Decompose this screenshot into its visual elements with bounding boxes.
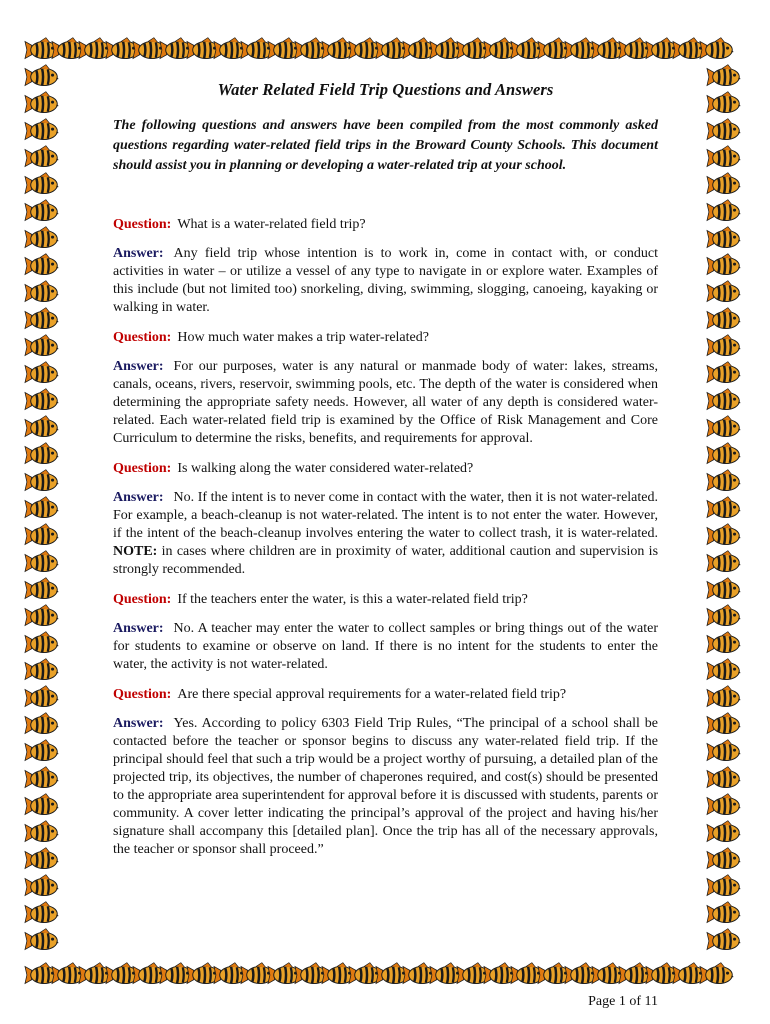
- tropical-fish-icon: [25, 848, 58, 869]
- tropical-fish-icon: [707, 362, 740, 383]
- answer-label: Answer:: [113, 359, 164, 374]
- tropical-fish-icon: [707, 308, 740, 329]
- tropical-fish-icon: [707, 92, 740, 113]
- note-text: in cases where children are in proximity of water, additional caution and supervision is strongly recommended.: [113, 544, 659, 577]
- tropical-fish-icon: [707, 524, 740, 545]
- answer-text: Yes. According to policy 6303 Field Trip Rules, “The principal of a school shall be contacted before the teacher or sponsor begins to discuss any water-related field trip. If the principal should feel that such a trip would be a project worthy of pursuing, a detailed plan of the projected trip, its objectives, the number of chaperones required, and cost(s) should be presented to the appropriate area superintendent for approval before it is discussed with students, parents or community. A cover letter indicating the principal’s approval of the project and having his/her signature shall accompany this [detailed plan]. Once the trip has all of the necessary approvals, the teacher or sponsor shall proceed.”: [113, 716, 658, 857]
- question-text: How much water makes a trip water-related?: [177, 330, 429, 345]
- answer-text: No. If the intent is to never come in contact with the water, then it is not water-related. For example, a beach-cleanup is not water-related. The intent is to not enter the water. However, if the intent of the beach-cleanup involves entering the water to collect trash, it is water-related.: [113, 490, 658, 541]
- tropical-fish-icon: [25, 254, 58, 275]
- tropical-fish-icon: [25, 524, 58, 545]
- tropical-fish-icon: [707, 173, 740, 194]
- tropical-fish-icon: [707, 713, 740, 734]
- tropical-fish-icon: [25, 470, 58, 491]
- document-title: Water Related Field Trip Questions and Answers: [217, 80, 554, 99]
- answer-1: [113, 245, 658, 317]
- tropical-fish-icon: [25, 605, 58, 626]
- tropical-fish-icon: [707, 686, 740, 707]
- answer-text: No. A teacher may enter the water to collect samples or bring things out of the water for students to examine or observe on land. If there is no intent for the students to enter the water, the activity is not water-related.: [113, 621, 658, 672]
- question-5: [113, 686, 658, 704]
- tropical-fish-icon: [707, 119, 740, 140]
- tropical-fish-icon: [707, 416, 740, 437]
- tropical-fish-icon: [25, 929, 58, 950]
- tropical-fish-icon: [25, 551, 58, 572]
- tropical-fish-icon: [707, 65, 740, 86]
- tropical-fish-icon: [25, 308, 58, 329]
- question-label: Question:: [113, 217, 172, 232]
- question-3: [113, 460, 658, 478]
- answer-text: Any field trip whose intention is to work in, come in contact with, or conduct activities in water – or utilize a vessel of any type to navigate in or explore water. Examples of this include (but not limited too) snorkeling, diving, swimming, slogging, canoeing, kayaking or walking in water.: [113, 246, 658, 315]
- question-2: [113, 329, 658, 347]
- tropical-fish-icon: [707, 200, 740, 221]
- tropical-fish-icon: [25, 416, 58, 437]
- tropical-fish-icon: [707, 497, 740, 518]
- tropical-fish-icon: [25, 713, 58, 734]
- tropical-fish-icon: [25, 902, 58, 923]
- answer-2: [113, 358, 658, 448]
- question-text: Is walking along the water considered water-related?: [177, 461, 474, 476]
- tropical-fish-icon: [25, 65, 58, 86]
- tropical-fish-icon: [707, 470, 740, 491]
- tropical-fish-icon: [707, 875, 740, 896]
- answer-3: [113, 489, 658, 579]
- question-text: Are there special approval requirements for a water-related field trip?: [177, 687, 567, 702]
- tropical-fish-icon: [25, 173, 58, 194]
- tropical-fish-icon: [25, 281, 58, 302]
- answer-5: [113, 715, 658, 859]
- tropical-fish-icon: [25, 875, 58, 896]
- tropical-fish-icon: [707, 227, 740, 248]
- question-label: Question:: [113, 687, 172, 702]
- tropical-fish-icon: [25, 632, 58, 653]
- tropical-fish-icon: [25, 497, 58, 518]
- question-4: [113, 591, 658, 609]
- tropical-fish-icon: [25, 200, 58, 221]
- tropical-fish-icon: [707, 794, 740, 815]
- answer-label: Answer:: [113, 621, 164, 636]
- tropical-fish-icon: [707, 578, 740, 599]
- tropical-fish-icon: [25, 146, 58, 167]
- answer-label: Answer:: [113, 246, 164, 261]
- tropical-fish-icon: [25, 578, 58, 599]
- tropical-fish-icon: [707, 146, 740, 167]
- tropical-fish-icon: [707, 767, 740, 788]
- answer-label: Answer:: [113, 490, 164, 505]
- tropical-fish-icon: [25, 740, 58, 761]
- tropical-fish-icon: [707, 281, 740, 302]
- tropical-fish-icon: [25, 362, 58, 383]
- tropical-fish-icon: [25, 227, 58, 248]
- tropical-fish-icon: [25, 686, 58, 707]
- tropical-fish-icon: [25, 443, 58, 464]
- answer-label: Answer:: [113, 716, 164, 731]
- question-text: What is a water-related field trip?: [177, 217, 366, 232]
- tropical-fish-icon: [700, 38, 733, 59]
- note-label: NOTE:: [113, 544, 158, 559]
- tropical-fish-icon: [25, 659, 58, 680]
- page-number: Page 1 of 11: [588, 994, 658, 1009]
- tropical-fish-icon: [25, 794, 58, 815]
- qa-list: [113, 216, 658, 859]
- question-label: Question:: [113, 330, 172, 345]
- tropical-fish-icon: [707, 632, 740, 653]
- answer-text: For our purposes, water is any natural or manmade body of water: lakes, streams, canals, oceans, rivers, reservoir, swimming pools, etc. The depth of the water is considered when determining the appropriate safety needs. However, all water of any depth is considered water-related. Each water-related field trip is examined by the Office of Risk Management and Core Curriculum to determine the risks, benefits, and requirements for approval.: [113, 359, 658, 446]
- tropical-fish-icon: [707, 902, 740, 923]
- tropical-fish-icon: [707, 443, 740, 464]
- tropical-fish-icon: [707, 821, 740, 842]
- question-text: If the teachers enter the water, is this a water-related field trip?: [177, 592, 528, 607]
- tropical-fish-icon: [25, 335, 58, 356]
- tropical-fish-icon: [707, 254, 740, 275]
- intro-paragraph: The following questions and answers have been compiled from the most commonly asked questions regarding water-related field trips in the Broward County Schools. This document should assist you in planning or developing a water-related trip at your school.: [113, 118, 658, 173]
- tropical-fish-icon: [25, 119, 58, 140]
- tropical-fish-icon: [25, 767, 58, 788]
- tropical-fish-icon: [25, 92, 58, 113]
- document-body: [113, 80, 658, 871]
- question-1: [113, 216, 658, 234]
- question-label: Question:: [113, 461, 172, 476]
- answer-4: [113, 620, 658, 674]
- tropical-fish-icon: [707, 605, 740, 626]
- tropical-fish-icon: [25, 389, 58, 410]
- tropical-fish-icon: [707, 335, 740, 356]
- tropical-fish-icon: [707, 929, 740, 950]
- tropical-fish-icon: [707, 551, 740, 572]
- tropical-fish-icon: [707, 848, 740, 869]
- tropical-fish-icon: [700, 963, 733, 984]
- question-label: Question:: [113, 592, 172, 607]
- tropical-fish-icon: [707, 740, 740, 761]
- tropical-fish-icon: [25, 821, 58, 842]
- tropical-fish-icon: [707, 389, 740, 410]
- tropical-fish-icon: [707, 659, 740, 680]
